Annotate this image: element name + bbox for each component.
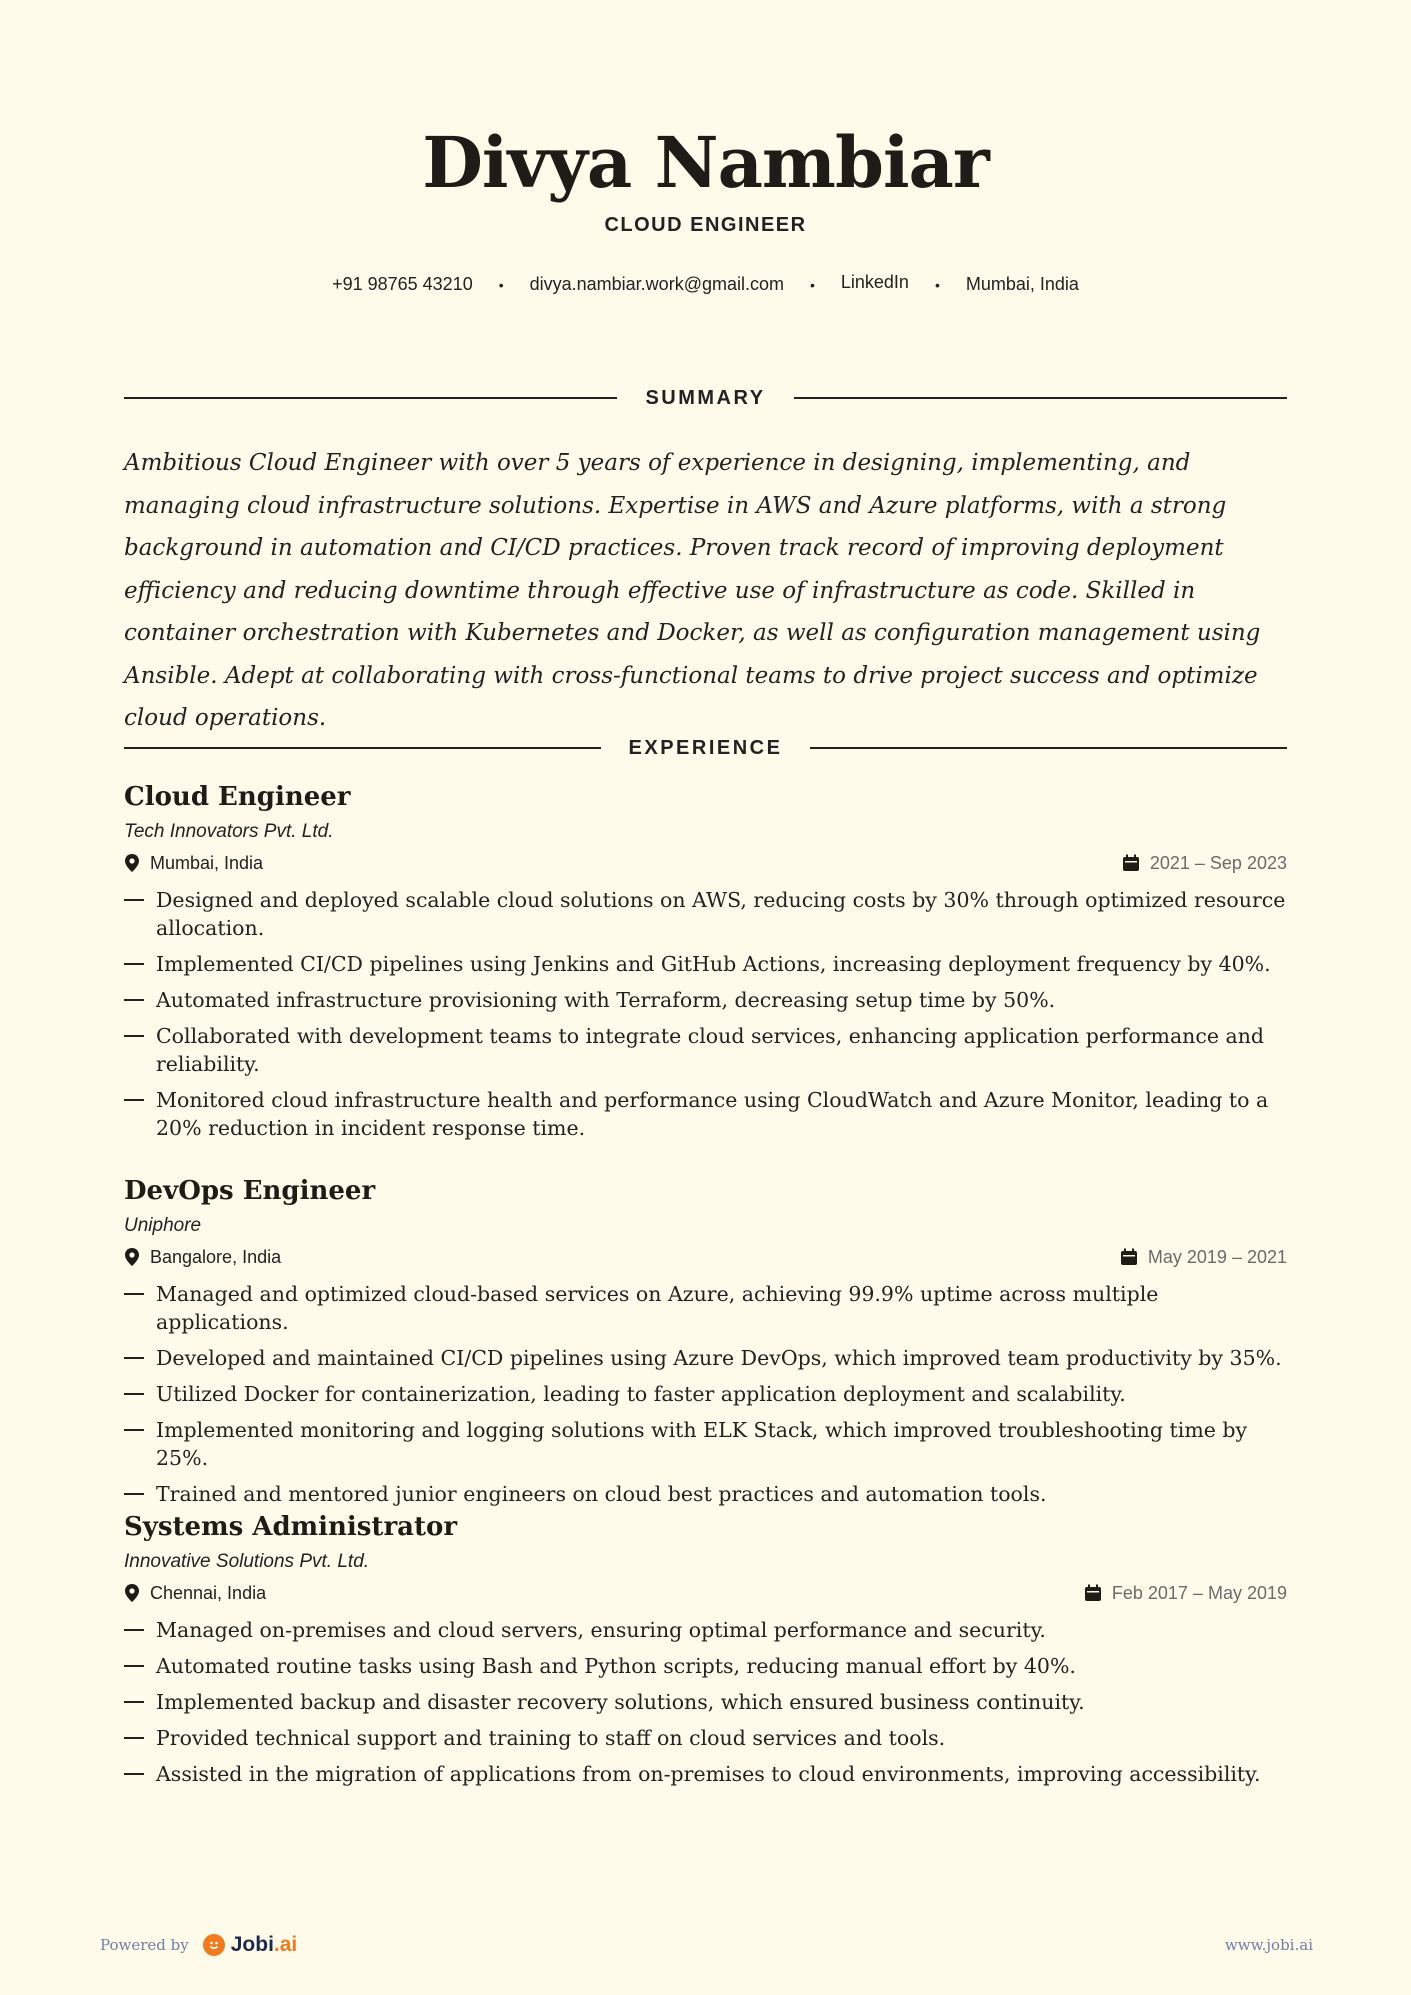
calendar-icon xyxy=(1120,1248,1138,1266)
job-location-text: Bangalore, India xyxy=(150,1246,282,1267)
job-dates-text: Feb 2017 – May 2019 xyxy=(1111,1582,1287,1603)
contact-bar xyxy=(124,274,1287,295)
experience-entry xyxy=(124,1508,1287,1796)
achievement-item: Automated routine tasks using Bash and Python scripts, reducing manual effort by 40%. xyxy=(124,1652,1287,1680)
dash-marker xyxy=(124,1357,144,1359)
job-location-text: Mumbai, India xyxy=(150,852,264,873)
dash-marker xyxy=(124,1701,144,1703)
contact-phone[interactable]: +91 98765 43210 xyxy=(332,274,473,294)
section-rule-right xyxy=(794,397,1287,399)
achievement-list xyxy=(124,886,1287,1142)
company-name: Innovative Solutions Pvt. Ltd. xyxy=(124,1551,370,1572)
job-location-text: Chennai, India xyxy=(150,1582,267,1603)
job-dates-text: May 2019 – 2021 xyxy=(1147,1246,1287,1267)
job-title: Cloud Engineer xyxy=(124,782,351,812)
achievement-item: Implemented CI/CD pipelines using Jenkins and GitHub Actions, increasing deployment frequency by 40%. xyxy=(124,950,1287,978)
job-title: DevOps Engineer xyxy=(124,1176,376,1206)
section-rule-right xyxy=(810,747,1287,749)
candidate-name: Divya Nambiar xyxy=(422,121,989,204)
achievement-item: Implemented backup and disaster recovery solutions, which ensured business continuity. xyxy=(124,1688,1287,1716)
map-pin-icon xyxy=(124,1248,140,1266)
achievement-item: Managed on-premises and cloud servers, ensuring optimal performance and security. xyxy=(124,1616,1287,1644)
dash-marker xyxy=(124,1665,144,1667)
achievement-item: Provided technical support and training to staff on cloud services and tools. xyxy=(124,1724,1287,1752)
dash-marker xyxy=(124,1429,144,1431)
separator-dot: • xyxy=(809,276,815,293)
dash-marker xyxy=(124,899,144,901)
job-meta xyxy=(124,1242,1287,1272)
dash-marker xyxy=(124,999,144,1001)
job-dates xyxy=(1084,1583,1287,1604)
section-title: SUMMARY xyxy=(645,386,766,409)
calendar-icon xyxy=(1084,1584,1102,1602)
dash-marker xyxy=(124,1293,144,1295)
section-rule-left xyxy=(124,747,601,749)
dash-marker xyxy=(124,1493,144,1495)
job-location xyxy=(124,853,263,874)
achievement-item: Assisted in the migration of applications from on-premises to cloud environments, improving accessibility. xyxy=(124,1760,1287,1788)
separator-dot: • xyxy=(934,276,940,293)
job-title: Systems Administrator xyxy=(124,1512,458,1542)
contact-email[interactable]: divya.nambiar.work@gmail.com xyxy=(529,274,784,294)
candidate-role: CLOUD ENGINEER xyxy=(604,214,807,236)
achievement-item: Collaborated with development teams to integrate cloud services, enhancing application performance and reliability. xyxy=(124,1022,1287,1078)
company-name: Tech Innovators Pvt. Ltd. xyxy=(124,821,334,842)
job-dates-text: 2021 – Sep 2023 xyxy=(1149,852,1287,873)
jobi-logo-text: Jobi.ai xyxy=(230,1933,298,1956)
summary-text: Ambitious Cloud Engineer with over 5 years of experience in designing, implementing, and managing cloud infrastructure solutions. Expertise in AWS and Azure platforms, with a strong background in automation and CI/CD practices. Proven track record of improving deployment efficiency and reducing downtime through effective use of infrastructure as code. Skilled in container orchestration with Kubernetes and Docker, as well as configuration management using Ansible. Adept at collaborating with cross-functional teams to drive project success and optimize cloud operations. xyxy=(124,450,1261,731)
powered-by xyxy=(100,1933,297,1957)
job-dates xyxy=(1122,853,1287,874)
page-footer xyxy=(100,1932,1313,1958)
map-pin-icon xyxy=(124,1584,140,1602)
achievement-item: Monitored cloud infrastructure health and performance using CloudWatch and Azure Monitor, leading to a 20% reduction in incident response time. xyxy=(124,1086,1287,1142)
map-pin-icon xyxy=(124,854,140,872)
achievement-item: Automated infrastructure provisioning with Terraform, decreasing setup time by 50%. xyxy=(124,986,1287,1014)
job-meta xyxy=(124,1578,1287,1608)
achievement-item: Utilized Docker for containerization, leading to faster application deployment and scalability. xyxy=(124,1380,1287,1408)
dash-marker xyxy=(124,1099,144,1101)
dash-marker xyxy=(124,963,144,965)
company-name: Uniphore xyxy=(124,1215,202,1236)
dash-marker xyxy=(124,1393,144,1395)
section-rule-left xyxy=(124,397,617,399)
achievement-item: Trained and mentored junior engineers on cloud best practices and automation tools. xyxy=(124,1480,1287,1508)
experience-entry xyxy=(124,1172,1287,1516)
calendar-icon xyxy=(1122,854,1140,872)
experience-entry xyxy=(124,778,1287,1150)
achievement-item: Managed and optimized cloud-based services on Azure, achieving 99.9% uptime across multiple applications. xyxy=(124,1280,1287,1336)
experience-heading xyxy=(124,733,1287,763)
jobi-logo[interactable] xyxy=(203,1933,298,1957)
dash-marker xyxy=(124,1737,144,1739)
achievement-item: Designed and deployed scalable cloud solutions on AWS, reducing costs by 30% through optimized resource allocation. xyxy=(124,886,1287,942)
powered-by-label: Powered by xyxy=(100,1936,189,1954)
dash-marker xyxy=(124,1035,144,1037)
job-meta xyxy=(124,848,1287,878)
achievement-list xyxy=(124,1280,1287,1508)
summary-heading xyxy=(124,383,1287,413)
jobi-logo-icon xyxy=(203,1934,225,1956)
dash-marker xyxy=(124,1629,144,1631)
separator-dot: • xyxy=(498,276,504,293)
job-dates xyxy=(1120,1247,1287,1268)
achievement-item: Developed and maintained CI/CD pipelines using Azure DevOps, which improved team productivity by 35%. xyxy=(124,1344,1287,1372)
dash-marker xyxy=(124,1773,144,1775)
achievement-list xyxy=(124,1616,1287,1788)
job-location xyxy=(124,1247,281,1268)
section-title: EXPERIENCE xyxy=(628,736,783,759)
job-location xyxy=(124,1583,266,1604)
achievement-item: Implemented monitoring and logging solutions with ELK Stack, which improved troubleshooting time by 25%. xyxy=(124,1416,1287,1472)
footer-website[interactable]: www.jobi.ai xyxy=(1224,1936,1313,1954)
contact-location: Mumbai, India xyxy=(965,274,1079,294)
contact-linkedin[interactable]: LinkedIn xyxy=(840,272,909,292)
